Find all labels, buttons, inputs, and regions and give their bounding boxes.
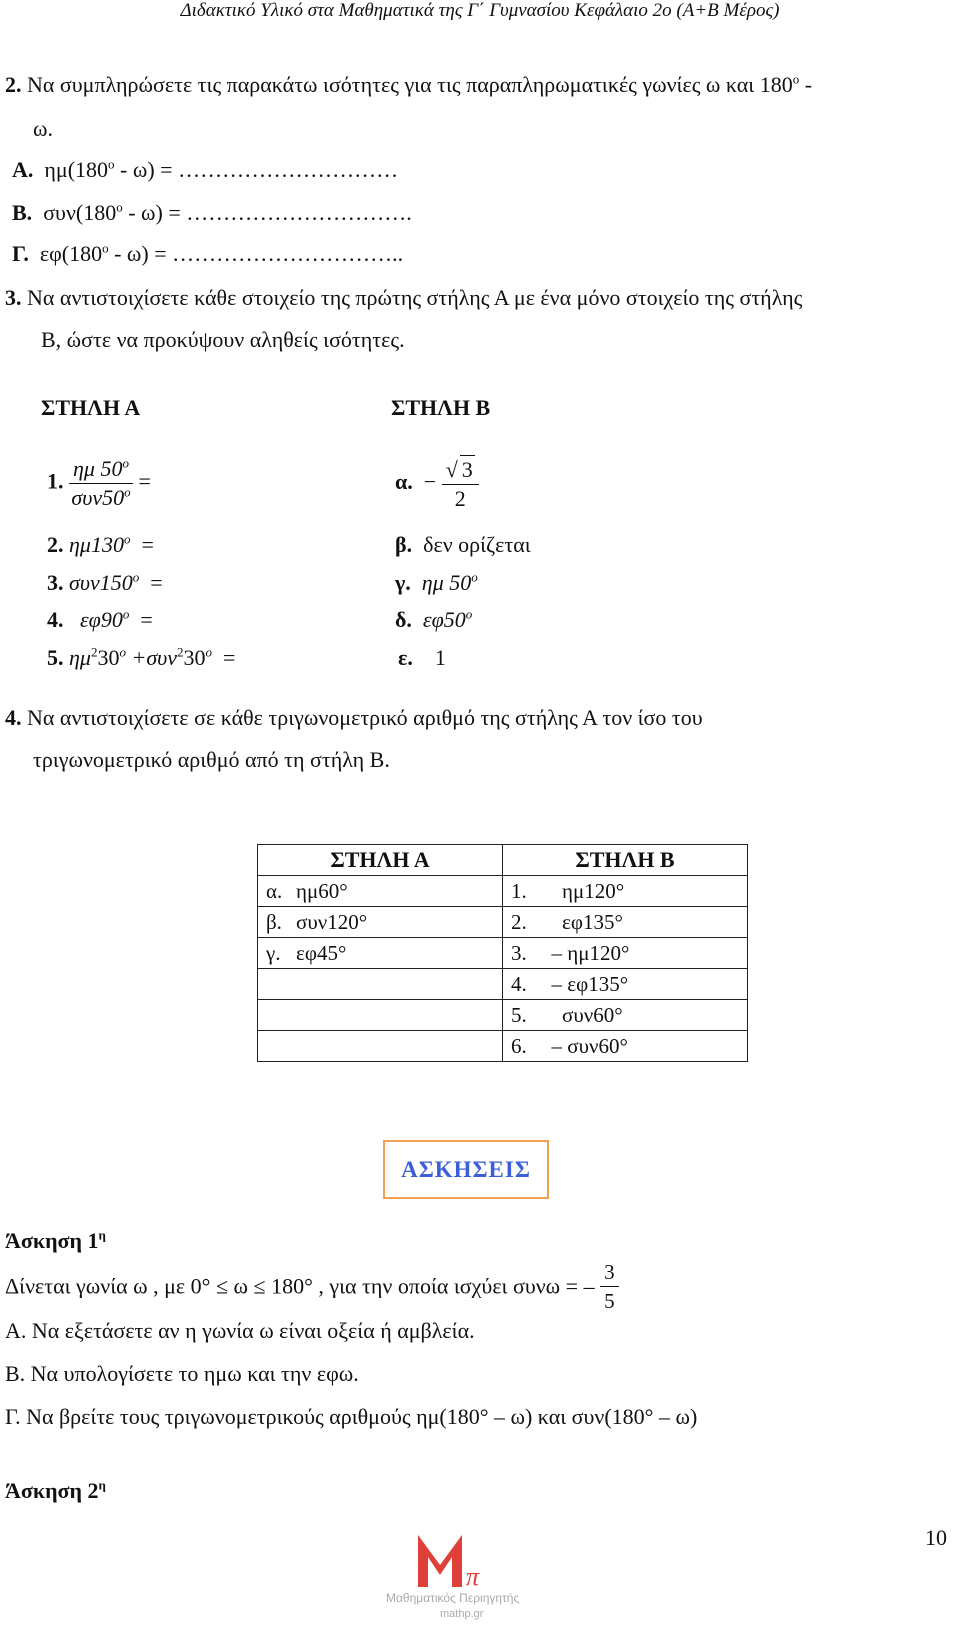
expression: εφ90 [80,607,123,632]
q3-b-item-3: γ. ημ 50$^o$ [395,569,478,595]
item-label: γ. [395,570,411,595]
q3-number: 3. [5,285,22,310]
q2-item-label: Β. [12,200,33,225]
q2-item-expr: συν(180 [43,200,117,225]
q2-degree: ο [792,71,800,87]
table-cell [258,969,503,1000]
fraction-denominator: 2 [454,486,466,511]
table-row [258,1000,748,1031]
publisher-logo [378,1525,548,1625]
svg-text:π: π [466,1562,480,1591]
equals-sign: = [140,607,153,632]
q3-line1 [5,285,802,311]
q3-a-item-1 [47,455,151,512]
item-label: α. [395,469,413,495]
table-header: ΣΤΗΛΗ Β [503,845,748,876]
table-row [258,969,748,1000]
q2-item-label: Γ. [12,241,29,266]
page-number: 10 [925,1525,947,1550]
q4-line2: τριγωνομετρικό αριθμό από τη στήλη Β. [33,747,390,772]
fraction-denominator: συν50$^o$ [71,484,131,510]
statement-text: Δίνεται γωνία ω , με 0° ≤ ω ≤ 180° , για την οποία ισχύει συνω = – [5,1273,595,1299]
logo-url: mathp.gr [440,1608,484,1620]
fraction [442,455,479,513]
item-label: 5. [47,645,64,670]
table-cell [258,1000,503,1031]
table-row [258,907,748,938]
expression: ημ 50 [421,570,472,595]
q4-line1 [5,705,703,731]
exercise-1-statement [5,1258,619,1315]
q4-number: 4. [5,705,22,730]
minus-sign: − [423,469,437,495]
expression: +συν [131,645,178,670]
q2-text-end: - [799,72,813,97]
item-label: ε. [398,645,413,670]
equals-sign: = [141,532,154,557]
answer-blank: ………………………… [178,157,399,182]
q2-item-c [12,241,403,267]
table-row [258,938,748,969]
q3-a-item-3: 3. συν150$^o$ = [47,569,163,595]
fraction-numerator: 3 [600,1258,619,1287]
answer-blank: ………………………….. [172,241,404,266]
q2-item-label: Α. [12,157,34,182]
expression: ημ130 [69,532,124,557]
logo-text: Μαθηματικός Περιηγητής [386,1591,520,1605]
table-cell: 4. – εφ135° [503,969,748,1000]
section-title-box: ΑΣΚΗΣΕΙΣ [383,1140,549,1199]
table-cell: 5. συν60° [503,1000,748,1031]
expression: δεν ορίζεται [423,532,531,557]
item-label: 4. [47,607,64,632]
q2-line1 [5,72,812,98]
table-cell: 2. εφ135° [503,907,748,938]
q2-item-expr: εφ(180 [39,241,103,266]
answer-blank: …………………………. [186,200,412,225]
table-cell: 6. – συν60° [503,1031,748,1062]
q3-b-item-4: δ. εφ50$^o$ [395,606,473,632]
table-cell: β. συν120° [258,907,503,938]
q2-item-expr-end: - ω) = [122,200,181,225]
q2-item-a [12,157,398,183]
q4-text: Να αντιστοιχίσετε σε κάθε τριγωνομετρικό αριθμό της στήλης Α τον ίσο του [27,705,703,730]
fraction [600,1258,619,1315]
item-label: 1. [47,468,64,494]
q3-line2: Β, ώστε να προκύψουν αληθείς ισότητες. [41,327,405,352]
equals-sign: = [150,570,163,595]
degree-mark: ο [116,199,123,215]
q2-text: Να συμπληρώσετε τις παρακάτω ισότητες για τις παραπληρωματικές γωνίες ω και 180 [27,72,793,97]
table-header-row [258,845,748,876]
exercise-1-part-c: Γ. Να βρείτε τους τριγωνομετρικούς αριθμούς ημ(180° – ω) και συν(180° – ω) [5,1404,698,1429]
expression: 1 [434,645,446,670]
degree-mark: ο [108,156,115,172]
q3-column-b-title: ΣΤΗΛΗ Β [391,395,491,420]
degree-mark: ο [102,240,109,256]
q2-item-b [12,200,412,226]
exercise-1-part-b: Β. Να υπολογίσετε το ημω και την εφω. [5,1361,359,1386]
q3-a-item-4: 4. εφ90$^o$ = [47,606,153,632]
expression: συν150 [69,570,133,595]
equals-sign: = [223,645,236,670]
table-cell: α. ημ60° [258,876,503,907]
q2-line2: ω. [33,116,53,141]
table-row [258,1031,748,1062]
table-cell: 1. ημ120° [503,876,748,907]
q3-a-item-2: 2. ημ130$^o$ = [47,531,154,557]
table-row [258,876,748,907]
expression: εφ50 [422,607,466,632]
exercise-1-part-a: Α. Να εξετάσετε αν η γωνία ω είναι οξεία ή αμβλεία. [5,1318,475,1343]
q2-item-expr-end: - ω) = [114,157,173,182]
table-header: ΣΤΗΛΗ Α [258,845,503,876]
equals-sign: = [138,468,151,494]
item-label: 2. [47,532,64,557]
table-cell: γ. εφ45° [258,938,503,969]
exercise-2-title: Άσκηση $2^\eta$ [5,1477,106,1503]
fraction-denominator: 5 [604,1289,615,1313]
q3-b-item-5 [398,645,446,671]
q2-item-expr: ημ(180 [44,157,109,182]
q2-number: 2. [5,72,22,97]
q3-column-a-title: ΣΤΗΛΗ Α [41,395,141,420]
exercise-1-title: Άσκηση $1^\eta$ [5,1227,106,1253]
matching-table [257,844,748,1062]
q3-b-item-2 [395,532,531,558]
q2-item-expr-end: - ω) = [108,241,167,266]
item-label: β. [395,532,413,557]
fraction [69,455,133,512]
page-header: Διδακτικό Υλικό στα Μαθηματικά της Γ΄ Γυμνασίου Κεφάλαιο 2ο (Α+Β Μέρος) [180,0,780,21]
fraction-numerator: ημ 50$^o$ [69,455,133,484]
q3-a-item-5: 5. $\eta\mu^230^o +\sigma\upsilon\nu^230^o$ = [47,644,236,670]
item-label: δ. [395,607,412,632]
q3-b-item-1 [395,455,479,513]
expression: ημ [69,645,91,670]
item-label: 3. [47,570,64,595]
table-cell: 3. – ημ120° [503,938,748,969]
q3-text: Να αντιστοιχίσετε κάθε στοιχείο της πρώτης στήλης Α με ένα μόνο στοιχείο της στήλης [27,285,803,310]
table-cell [258,1031,503,1062]
fraction-numerator: √ 3 [442,455,479,485]
